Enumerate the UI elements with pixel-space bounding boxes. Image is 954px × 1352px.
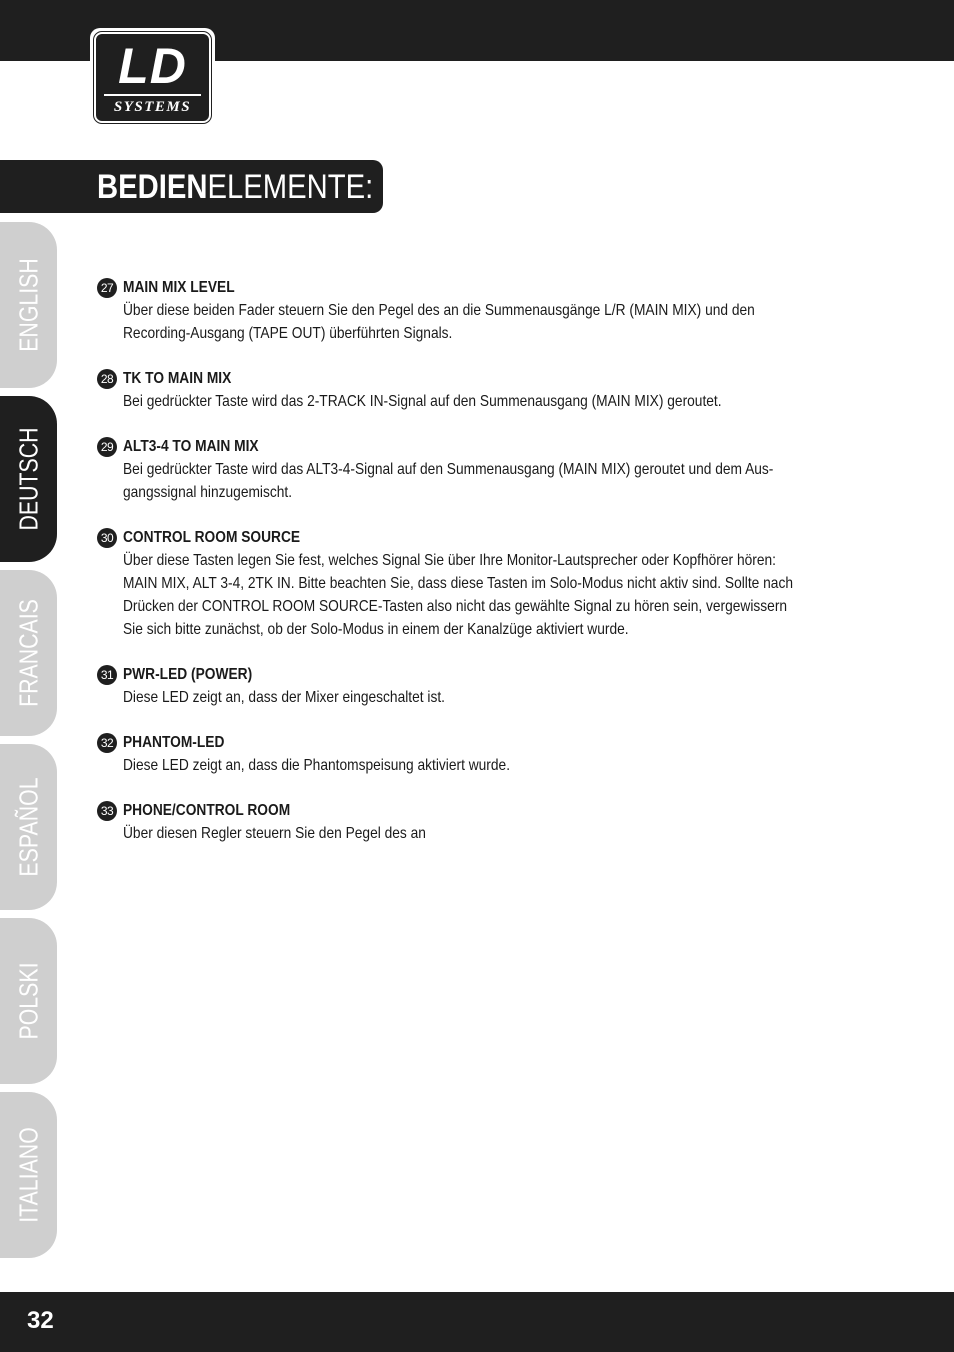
tab-espanol-label: ESPAÑOL [13,777,43,877]
item-number-badge: 29 [97,437,117,457]
section-title-bar [0,160,383,213]
item-number-badge: 31 [97,665,117,685]
tab-italiano[interactable] [0,1092,57,1258]
item-title: ALT3-4 TO MAIN MIX [123,438,259,455]
item-text-line: MAIN MIX, ALT 3-4, 2TK IN. Bitte beachten Sie, dass diese Tasten im Solo-Modus nicht aktiv sind. Sollte nach [123,575,793,592]
logo-divider [104,94,201,96]
control-item [97,731,867,777]
item-number-badge: 30 [97,528,117,548]
ld-systems-logo [90,28,215,127]
item-title: TK TO MAIN MIX [123,370,232,387]
item-title: PWR-LED (POWER) [123,666,253,683]
tab-espanol[interactable] [0,744,57,910]
footer-bar [0,1292,954,1352]
item-text-line: Bei gedrückter Taste wird das ALT3-4-Signal auf den Summenausgang (MAIN MIX) geroutet und dem Aus- [123,461,774,478]
item-text-line: Bei gedrückter Taste wird das 2-TRACK IN-Signal auf den Summenausgang (MAIN MIX) geroutet. [123,393,722,410]
item-number-badge: 27 [97,278,117,298]
control-item [97,435,867,504]
item-text-line: Recording-Ausgang (TAPE OUT) überführten Signals. [123,325,453,342]
logo-main-text: LD [118,38,187,94]
page-number: 32 [27,1307,54,1334]
section-title-bold: BEDIEN [97,168,208,206]
tab-italiano-label: ITALIANO [13,1127,43,1223]
item-text-line: gangssignal hinzugemischt. [123,484,293,501]
item-number-badge: 32 [97,733,117,753]
item-title: PHONE/CONTROL ROOM [123,802,291,819]
control-item [97,663,867,709]
logo-badge [94,32,211,123]
control-item [97,367,867,413]
item-title: PHANTOM-LED [123,734,225,751]
control-item [97,799,867,845]
section-title-regular: ELEMENTE: [207,168,374,206]
tab-francais[interactable] [0,570,57,736]
item-text-line: Sie sich bitte zunächst, ob der Solo-Modus in einem der Kanalzüge aktiviert wurde. [123,621,629,638]
tab-polski[interactable] [0,918,57,1084]
item-text-line: Über diese beiden Fader steuern Sie den Pegel des an die Summenausgänge L/R (MAIN MIX) und den [123,302,755,319]
control-item [97,276,867,345]
item-text-line: Drücken der CONTROL ROOM SOURCE-Tasten also nicht das gewählte Signal zu hören sein, vergewissern [123,598,788,615]
item-number-badge: 33 [97,801,117,821]
section-title [97,168,373,206]
controls-list [97,276,867,867]
tab-deutsch-label: DEUTSCH [13,427,43,531]
tab-francais-label: FRANCAIS [13,599,43,707]
item-title: CONTROL ROOM SOURCE [123,529,301,546]
item-text-line: Diese LED zeigt an, dass der Mixer eingeschaltet ist. [123,689,445,706]
tab-polski-label: POLSKI [13,962,43,1040]
tab-english-label: ENGLISH [13,258,43,352]
item-title: MAIN MIX LEVEL [123,279,235,296]
item-number-badge: 28 [97,369,117,389]
tab-english[interactable] [0,222,57,388]
item-text-line: Über diese Tasten legen Sie fest, welches Signal Sie über Ihre Monitor-Lautsprecher oder Kopfhörer hören: [123,552,776,569]
item-text-line: Diese LED zeigt an, dass die Phantomspeisung aktiviert wurde. [123,757,511,774]
tab-deutsch[interactable] [0,396,57,562]
item-text-line: Über diesen Regler steuern Sie den Pegel des an [123,825,426,842]
logo-sub-text: SYSTEMS [113,99,192,115]
control-item [97,526,867,641]
